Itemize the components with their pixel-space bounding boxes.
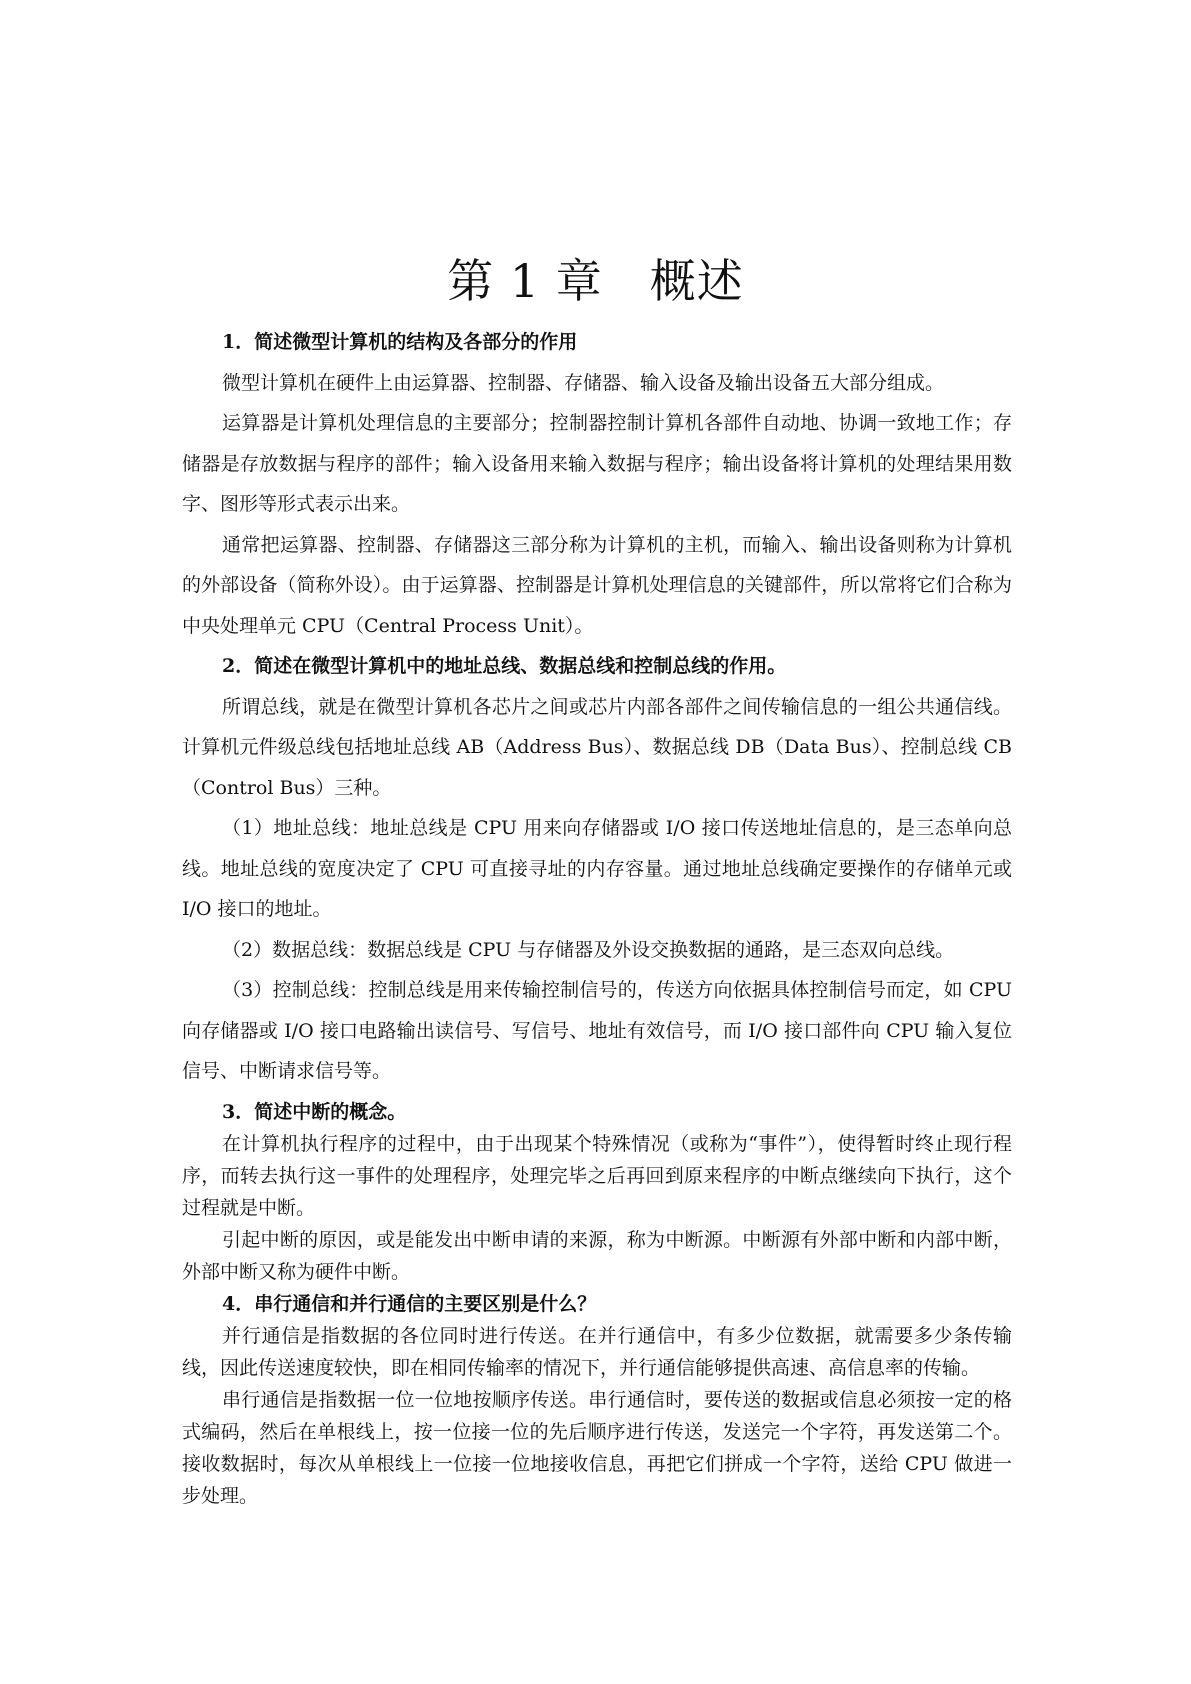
paragraph: 引起中断的原因，或是能发出中断申请的来源，称为中断源。中断源有外部中断和内部中断，外部中断又称为硬件中断。 (182, 1228, 1012, 1283)
paragraph: （2）数据总线：数据总线是 CPU 与存储器及外设交换数据的通路，是三态双向总线。 (222, 938, 955, 961)
paragraph: 运算器是计算机处理信息的主要部分；控制器控制计算机各部件自动地、协调一致地工作；存储器是存放数据与程序的部件；输入设备用来输入数据与程序；输出设备将计算机的处理结果用数字、图形等形式表示出来。 (182, 412, 1012, 515)
section-heading: 4．串行通信和并行通信的主要区别是什么？ (222, 1292, 597, 1315)
section-3 (182, 1096, 1012, 1288)
paragraph: 通常把运算器、控制器、存储器这三部分称为计算机的主机，而输入、输出设备则称为计算机的外部设备（简称外设）。由于运算器、控制器是计算机处理信息的关键部件，所以常将它们合称为中央处理单元 CPU（Central Process Unit）。 (182, 533, 1012, 637)
paragraph: 并行通信是指数据的各位同时进行传送。在并行通信中，有多少位数据，就需要多少条传输线，因此传送速度较快，即在相同传输率的情况下，并行通信能够提供高速、高信息率的传输。 (182, 1324, 1012, 1379)
section-2 (182, 646, 1012, 1092)
section-heading: 2．简述在微型计算机中的地址总线、数据总线和控制总线的作用。 (222, 655, 787, 677)
section-heading: 1．简述微型计算机的结构及各部分的作用 (222, 331, 578, 353)
paragraph: 微型计算机在硬件上由运算器、控制器、存储器、输入设备及输出设备五大部分组成。 (222, 371, 945, 394)
paragraph: 串行通信是指数据一位一位地按顺序传送。串行通信时，要传送的数据或信息必须按一定的格式编码，然后在单根线上，按一位接一位的先后顺序进行传送，发送完一个字符，再发送第二个。接收数据时，每次从单根线上一位接一位地接收信息，再把它们拼成一个字符，送给 CPU 做进一步处理。 (182, 1388, 1012, 1507)
section-1 (182, 322, 1012, 646)
paragraph: 在计算机执行程序的过程中，由于出现某个特殊情况（或称为“事件”），使得暂时终止现行程序，而转去执行这一事件的处理程序，处理完毕之后再回到原来程序的中断点继续向下执行，这个过程就是中断。 (182, 1132, 1012, 1219)
document-body (182, 322, 1012, 1512)
paragraph: 所谓总线，就是在微型计算机各芯片之间或芯片内部各部件之间传输信息的一组公共通信线。计算机元件级总线包括地址总线 AB（Address Bus）、数据总线 DB（Data Bus）、控制总线 CB（Control Bus）三种。 (182, 695, 1012, 799)
section-4 (182, 1288, 1012, 1512)
chapter-title: 第 1 章 概述 (447, 254, 744, 308)
paragraph: （1）地址总线：地址总线是 CPU 用来向存储器或 I/O 接口传送地址信息的，是三态单向总线。地址总线的宽度决定了 CPU 可直接寻址的内存容量。通过地址总线确定要操作的存储单元或 I/O 接口的地址。 (182, 817, 1012, 920)
section-heading: 3．简述中断的概念。 (222, 1100, 407, 1123)
paragraph: （3）控制总线：控制总线是用来传输控制信号的，传送方向依据具体控制信号而定，如 CPU 向存储器或 I/O 接口电路输出读信号、写信号、地址有效信号，而 I/O 接口部件向 CPU 输入复位信号、中断请求信号等。 (182, 979, 1012, 1082)
